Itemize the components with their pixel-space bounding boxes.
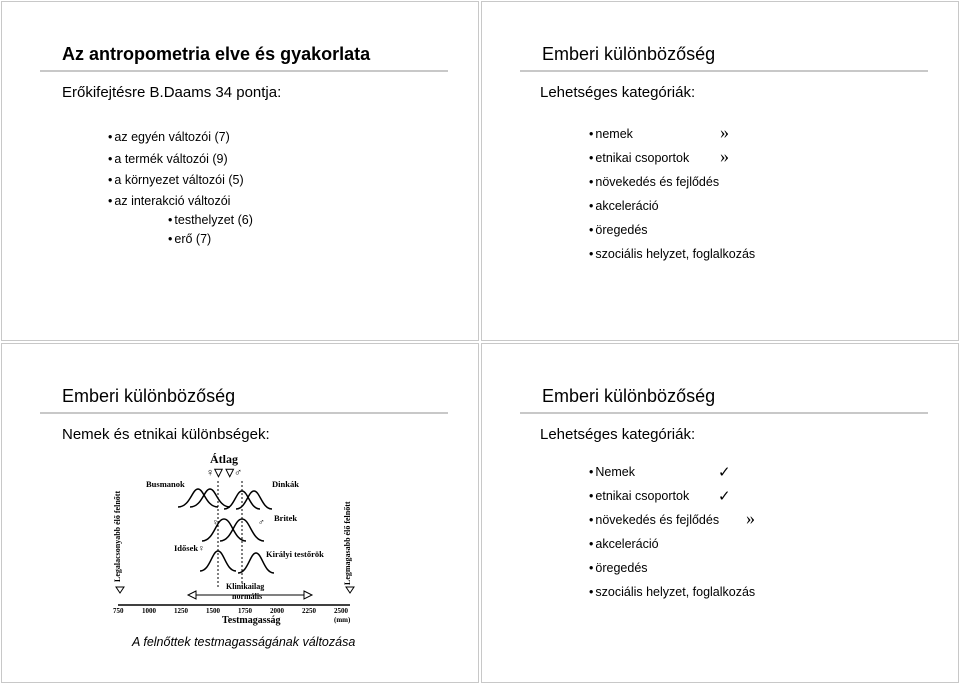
x-tick-label: 1500 <box>206 607 220 615</box>
slide-subtitle: Nemek és etnikai különbségek: <box>62 426 270 443</box>
slide-1 <box>1 1 479 341</box>
female-male-symbols-icon: ♀▽ ▽♂ <box>206 467 243 479</box>
slide-title: Az antropometria elve és gyakorlata <box>62 44 371 64</box>
submenu-marker-icon: » <box>720 122 729 142</box>
slide-subtitle: Lehetséges kategóriák: <box>540 426 696 443</box>
group-label-kiralyi: Királyi testőrök <box>266 549 324 559</box>
slide-title: Emberi különbözőség <box>542 386 716 406</box>
x-tick-label: 1250 <box>174 607 188 615</box>
title-divider <box>520 412 928 414</box>
list-item: • akceleráció <box>589 199 659 213</box>
x-axis-label: Testmagasság <box>222 615 281 626</box>
x-tick-label: 2000 <box>270 607 284 615</box>
list-item: • öregedés <box>589 561 648 575</box>
right-axis-label: Legmagasabb élő felnőtt <box>343 501 352 585</box>
check-icon: ✓ <box>718 464 731 481</box>
list-item: • nemek <box>589 127 633 141</box>
slide-title: Emberi különbözőség <box>542 44 716 64</box>
list-item: • szociális helyzet, foglalkozás <box>589 585 756 599</box>
group-label-idosek: Idősek <box>174 543 199 553</box>
check-icon: ✓ <box>718 488 731 505</box>
title-divider <box>40 70 448 72</box>
list-item: • akceleráció <box>589 537 659 551</box>
slide-subtitle: Erőkifejtésre B.Daams 34 pontja: <box>62 84 282 101</box>
group-label-busmanok: Busmanok <box>146 479 185 489</box>
list-item: • etnikai csoportok <box>589 489 690 503</box>
x-tick-label: 2250 <box>302 607 316 615</box>
list-subitem: • testhelyzet (6) <box>168 213 253 227</box>
slide-subtitle: Lehetséges kategóriák: <box>540 84 696 101</box>
x-tick-label: 1000 <box>142 607 156 615</box>
list-item: • szociális helyzet, foglalkozás <box>589 247 756 261</box>
list-item: • az interakció változói <box>108 194 231 208</box>
submenu-marker-icon: » <box>746 508 755 528</box>
slide-4 <box>481 343 959 683</box>
list-item: • az egyén változói (7) <box>108 130 230 144</box>
list-item: • növekedés és fejlődés <box>589 513 720 527</box>
group-label-britek: Britek <box>274 513 298 523</box>
list-item: • Nemek <box>589 465 635 479</box>
male-symbol-icon: ♂ <box>258 517 265 527</box>
slide-2 <box>481 1 959 341</box>
female-symbol-icon: ♀ <box>198 543 205 553</box>
title-divider <box>40 412 448 414</box>
slide-title: Emberi különbözőség <box>62 386 236 406</box>
title-divider <box>520 70 928 72</box>
height-distribution-diagram <box>102 447 372 627</box>
figure-caption: A felnőttek testmagasságának változása <box>132 635 356 649</box>
x-tick-label: 750 <box>113 607 124 615</box>
bell-curve <box>202 519 246 541</box>
normal-label-1: Klinikailag <box>226 582 265 591</box>
normal-label-2: normális <box>232 592 263 601</box>
x-tick-label: 1750 <box>238 607 252 615</box>
list-item: • etnikai csoportok <box>589 151 690 165</box>
list-subitem: • erő (7) <box>168 232 212 246</box>
left-axis-label: Legalacsonyabb élő felnőtt <box>113 490 122 582</box>
average-label: Átlag <box>210 452 238 466</box>
list-item: • a termék változói (9) <box>108 152 228 166</box>
submenu-marker-icon: » <box>720 146 729 166</box>
x-tick-label: 2500 <box>334 607 348 615</box>
female-symbol-icon: ♀ <box>212 517 219 527</box>
list-item: • növekedés és fejlődés <box>589 175 720 189</box>
slide-3 <box>1 343 479 683</box>
group-label-dinkak: Dinkák <box>272 479 299 489</box>
x-unit-label: (mm) <box>334 616 351 624</box>
list-item: • öregedés <box>589 223 648 237</box>
list-item: • a környezet változói (5) <box>108 173 244 187</box>
